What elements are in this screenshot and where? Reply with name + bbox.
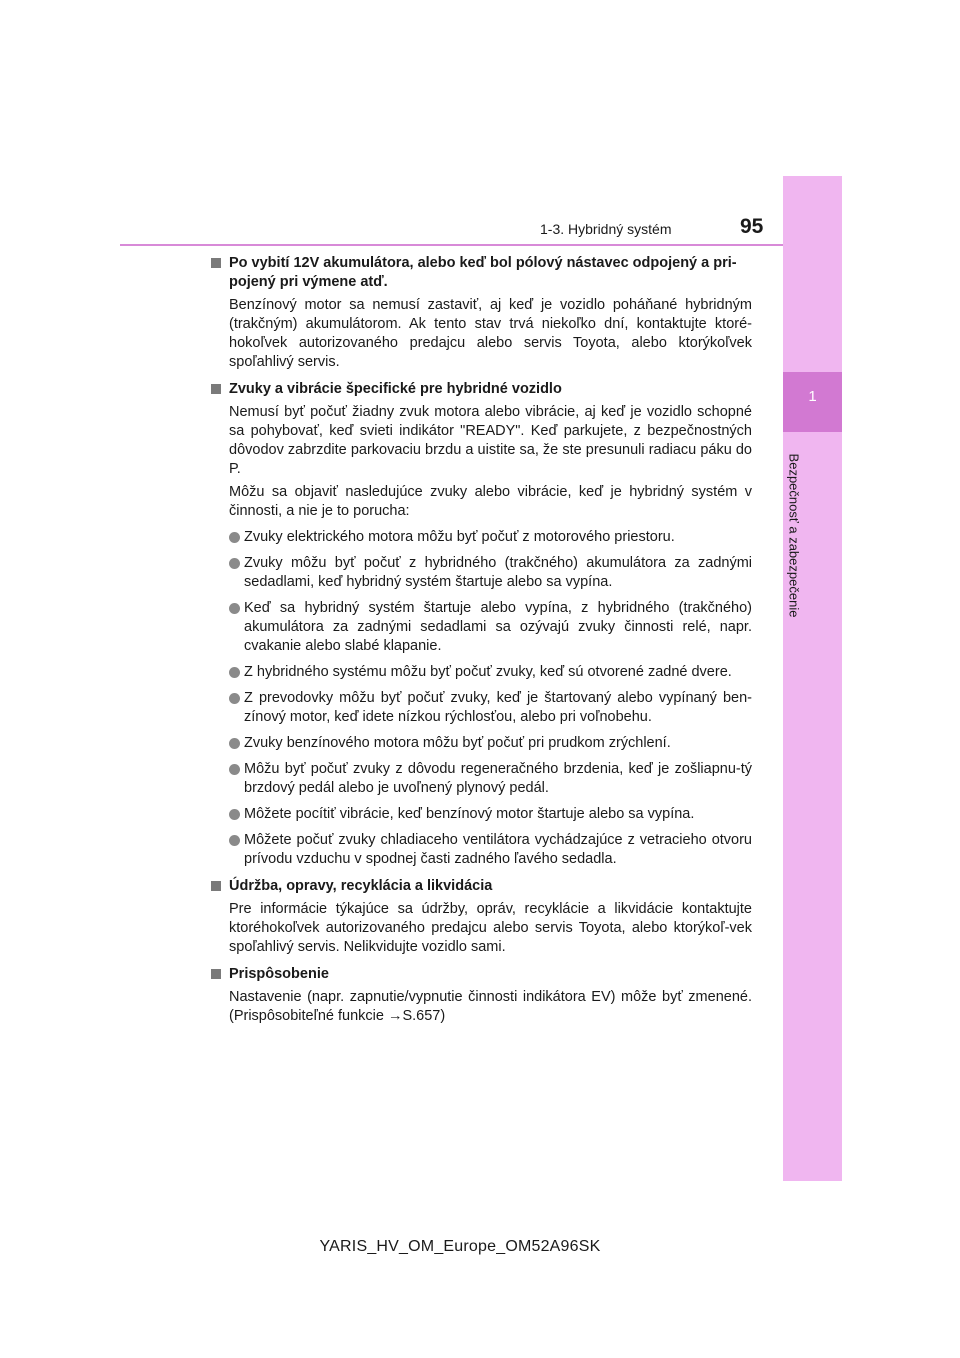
round-bullet-icon <box>229 764 240 775</box>
round-bullet-icon <box>229 667 240 678</box>
section-heading: Údržba, opravy, recyklácia a likvidácia <box>210 877 752 896</box>
list-item: Zvuky môžu byť počuť z hybridného (trakčného) akumulátora za zadnými sedadlami, keď hybridný systém štartuje alebo sa vypína. <box>229 554 752 592</box>
round-bullet-icon <box>229 603 240 614</box>
list-item: Môžu byť počuť zvuky z dôvodu regeneračného brzdenia, keď je zošliapnu-tý brzdový pedál alebo je uvoľnený plynový pedál. <box>229 760 752 798</box>
section-heading: Po vybití 12V akumulátora, alebo keď bol pólový nástavec odpojený a pri-pojený pri výmene atď. <box>210 254 752 292</box>
section-maintenance <box>210 877 752 957</box>
section-battery <box>210 254 752 372</box>
section-paragraph: Nastavenie (napr. zapnutie/vypnutie činnosti indikátora EV) môže byť zmenené. (Prispôsobiteľné funkcie →S.657) <box>229 989 752 1024</box>
section-title: 1-3. Hybridný systém <box>540 221 672 237</box>
round-bullet-icon <box>229 835 240 846</box>
document-code-footer <box>0 1238 960 1256</box>
list-item: Môžete počuť zvuky chladiaceho ventilátora vychádzajúce z vetracieho otvoru prívodu vzduchu v spodnej časti zadného ľavého sedadla. <box>229 831 752 869</box>
section-paragraph: Pre informácie týkajúce sa údržby, opráv, recyklácie a likvidácie kontaktujte ktoréhokoľvek autorizovaného predajcu alebo servis Toyota, alebo ktorýkoľ-vek spoľahlivý servis. Nelikvidujte vozidlo sami. <box>229 901 752 955</box>
square-bullet-icon <box>211 384 221 394</box>
round-bullet-icon <box>229 532 240 543</box>
square-bullet-icon <box>211 881 221 891</box>
section-customization <box>210 965 752 1026</box>
document-code: YARIS_HV_OM_Europe_OM52A96SK <box>319 1238 601 1255</box>
list-item: Z prevodovky môžu byť počuť zvuky, keď je štartovaný alebo vypínaný ben-zínový motor, keď idete nízkou rýchlosťou, alebo pri voľnobehu. <box>229 689 752 727</box>
section-paragraph: Nemusí byť počuť žiadny zvuk motora alebo vibrácie, aj keď je vozidlo schopné sa pohybovať, keď svieti indikátor "READY". Keď parkujete, z bezpečnostných dôvodov zabrzdite parkovaciu brzdu a uistite sa, že ste presunuli radiacu páku do P. <box>229 404 752 477</box>
round-bullet-icon <box>229 809 240 820</box>
list-item: Z hybridného systému môžu byť počuť zvuky, keď sú otvorené zadné dvere. <box>229 663 752 682</box>
section-paragraph: Benzínový motor sa nemusí zastaviť, aj keď je vozidlo poháňané hybridným (trakčným) akumulátorom. Ak tento stav trvá niekoľko dní, kontaktujte ktoré-hokoľvek autorizovaného predajcu alebo servis Toyota, alebo ktorýkoľvek spoľahlivý servis. <box>229 297 752 370</box>
page-number: 95 <box>740 215 764 238</box>
chapter-side-tab <box>783 176 842 1181</box>
section-sounds <box>210 380 752 869</box>
header-divider <box>120 244 783 246</box>
list-item: Môžete pocítiť vibrácie, keď benzínový motor štartuje alebo sa vypína. <box>229 805 752 824</box>
round-bullet-icon <box>229 558 240 569</box>
square-bullet-icon <box>211 969 221 979</box>
list-item: Keď sa hybridný systém štartuje alebo vypína, z hybridného (trakčného) akumulátora za zadnými sedadlami sa ozývajú zvuky činnosti relé, napr. cvakanie alebo slabé klapanie. <box>229 599 752 656</box>
page-content <box>210 254 752 1026</box>
square-bullet-icon <box>211 258 221 268</box>
chapter-number: 1 <box>808 388 817 405</box>
section-heading: Zvuky a vibrácie špecifické pre hybridné vozidlo <box>210 380 752 399</box>
list-item: Zvuky benzínového motora môžu byť počuť pri prudkom zrýchlení. <box>229 734 752 753</box>
list-item: Zvuky elektrického motora môžu byť počuť z motorového priestoru. <box>229 528 752 547</box>
round-bullet-icon <box>229 738 240 749</box>
chapter-title: Bezpečnosť a zabezpečenie <box>786 453 802 617</box>
section-heading: Prispôsobenie <box>210 965 752 984</box>
chapter-title-vertical <box>774 440 814 630</box>
round-bullet-icon <box>229 693 240 704</box>
section-paragraph: Môžu sa objaviť nasledujúce zvuky alebo vibrácie, keď je hybridný systém v činnosti, a nie je to porucha: <box>229 484 752 519</box>
